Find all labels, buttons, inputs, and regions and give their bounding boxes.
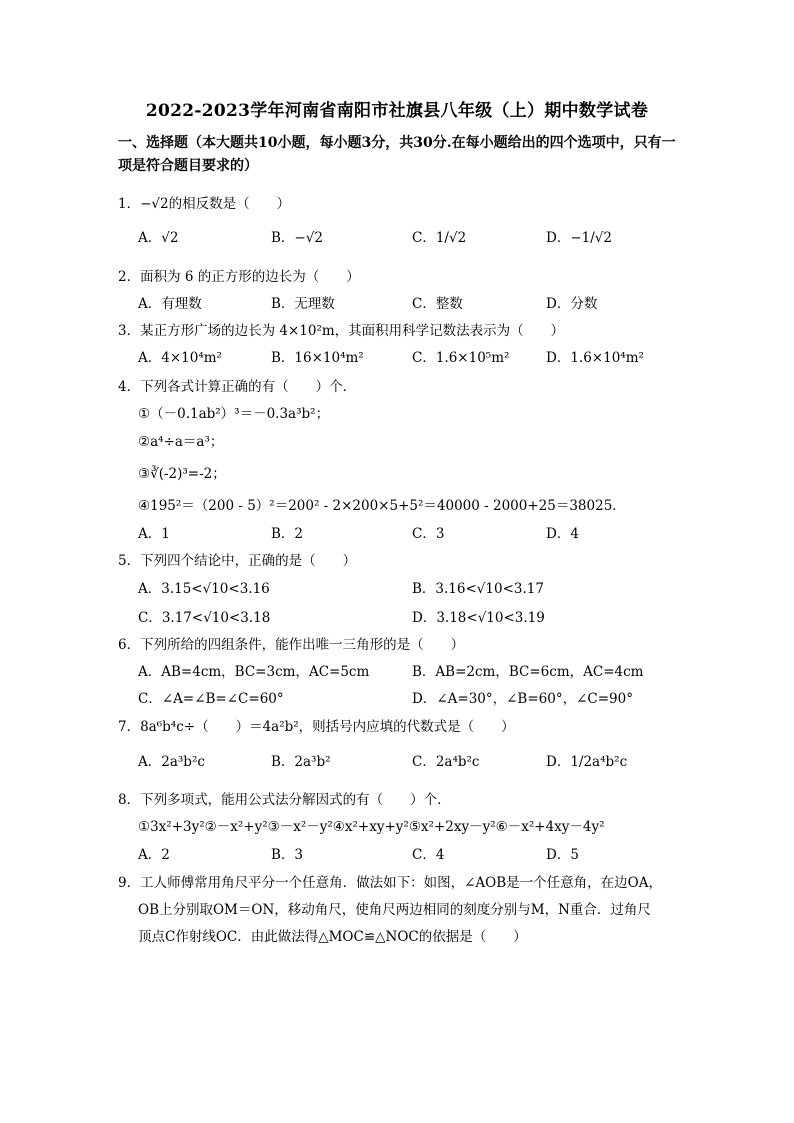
- q2-stem: 2．面积为 6 的正方形的边长为（ ）: [118, 269, 360, 285]
- q1-option-b: B．−√2: [271, 230, 323, 246]
- q8-option-b: B．3: [271, 847, 304, 863]
- q6-option-b: B．AB=2cm，BC=6cm，AC=4cm: [412, 664, 644, 680]
- q3-option-c: C．1.6×10⁵m²: [412, 350, 510, 366]
- q1-option-c: C．1/√2: [412, 230, 467, 246]
- section-heading: 一、选择题（本大题共10小题，每小题3分，共30分.在每小题给出的四个选项中，只有一项是符合题目要求的）: [118, 135, 676, 174]
- q5-option-a: A．3.15<√10<3.16: [138, 581, 270, 597]
- q2-option-d: D．分数: [546, 296, 598, 312]
- q5-option-b: B．3.16<√10<3.17: [412, 581, 544, 597]
- q4-option-a: A．1: [138, 526, 170, 542]
- q7-option-c: C．2a⁴b²c: [412, 754, 480, 770]
- q8-option-d: D．5: [546, 847, 579, 863]
- exam-title: 2022-2023学年河南省南阳市社旗县八年级（上）期中数学试卷: [145, 101, 649, 121]
- q6-stem: 6．下列所给的四组条件，能作出唯一三角形的是（ ）: [118, 637, 465, 653]
- q9-line-3: 顶点C作射线OC．由此做法得△MOC≌△NOC的依据是（ ）: [138, 929, 527, 945]
- q4-option-d: D．4: [546, 526, 579, 542]
- q9-line-1: 9．工人师傅常用角尺平分一个任意角．做法如下：如图，∠AOB是一个任意角，在边OA，: [118, 875, 662, 891]
- q2-option-a: A．有理数: [138, 296, 202, 312]
- q7-option-a: A．2a³b²c: [138, 754, 205, 770]
- q6-option-c: C．∠A=∠B=∠C=60°: [138, 691, 284, 707]
- q5-stem: 5．下列四个结论中，正确的是（ ）: [118, 553, 357, 569]
- q4-item-1: ①（－0.1ab²）³＝－0.3a³b²；: [138, 406, 330, 422]
- q3-option-d: D．1.6×10⁴m²: [546, 350, 644, 366]
- q8-items: ①3x²+3y²②－x²+y²③－x²－y²④x²+xy+y²⑤x²+2xy－y²⑥－x²+4xy－4y²: [138, 819, 605, 835]
- q6-option-a: A．AB=4cm，BC=3cm，AC=5cm: [138, 664, 370, 680]
- q1-option-d: D．−1/√2: [546, 230, 612, 246]
- q8-stem: 8．下列多项式，能用公式法分解因式的有（ ）个．: [118, 792, 451, 808]
- q2-option-b: B．无理数: [271, 296, 335, 312]
- q8-option-c: C．4: [412, 847, 445, 863]
- q7-option-b: B．2a³b²: [271, 754, 331, 770]
- q7-option-d: D．1/2a⁴b²c: [546, 754, 628, 770]
- q9-line-2: OB上分别取OM＝ON，移动角尺，使角尺两边相同的刻度分别与M，N重合．过角尺: [138, 902, 651, 918]
- q4-item-2: ②a⁴÷a＝a³；: [138, 434, 224, 450]
- q3-option-b: B．16×10⁴m²: [271, 350, 364, 366]
- q4-item-4: ④195²＝（200 - 5）²＝200² - 2×200×5+5²＝40000 - 2000+25＝38025．: [138, 498, 626, 514]
- q1-option-a: A．√2: [138, 230, 179, 246]
- q4-stem: 4．下列各式计算正确的有（ ）个．: [118, 379, 357, 395]
- q3-option-a: A．4×10⁴m²: [138, 350, 222, 366]
- q1-stem: 1．−√2的相反数是（ ）: [118, 196, 291, 212]
- q4-item-3: ③∛(-2)³=-2；: [138, 466, 226, 482]
- q4-option-b: B．2: [271, 526, 304, 542]
- q6-option-d: D．∠A=30°，∠B=60°，∠C=90°: [412, 691, 633, 707]
- q4-option-c: C．3: [412, 526, 445, 542]
- q8-option-a: A．2: [138, 847, 170, 863]
- q7-stem: 7．8a⁶b⁴c÷（ ）＝4a²b²，则括号内应填的代数式是（ ）: [118, 719, 515, 735]
- q2-option-c: C．整数: [412, 296, 463, 312]
- q3-stem: 3．某正方形广场的边长为 4×10²m，其面积用科学记数法表示为（ ）: [118, 323, 565, 339]
- q5-option-c: C．3.17<√10<3.18: [138, 610, 271, 626]
- q5-option-d: D．3.18<√10<3.19: [412, 610, 545, 626]
